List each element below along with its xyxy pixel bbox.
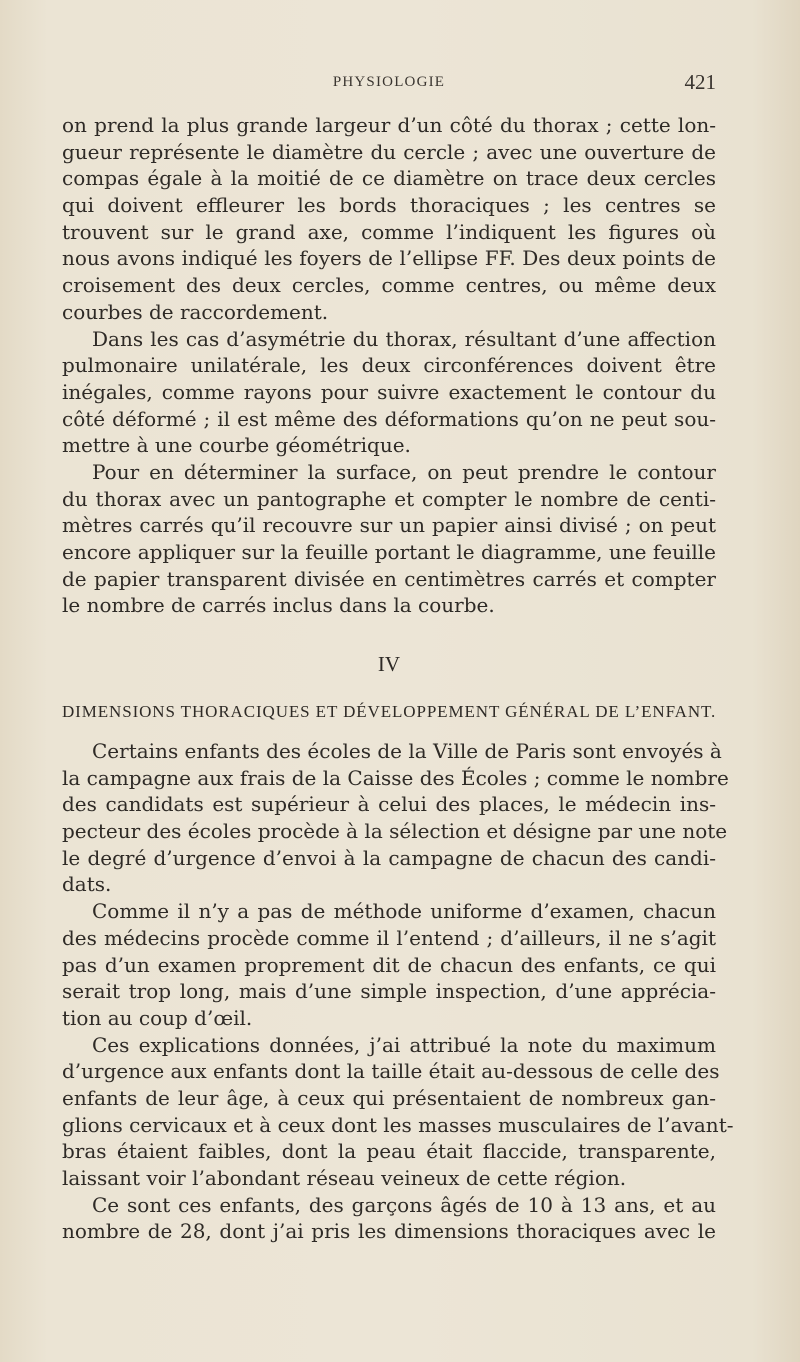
text-line: Ce sont ces enfants, des garçons âgés de 10 à 13 ans, et au — [92, 1192, 716, 1217]
text-block-after-section — [62, 738, 734, 1245]
text-line: des candidats est supérieur à celui des places, le médecin ins- — [62, 792, 716, 817]
paragraph — [62, 1192, 716, 1245]
text-line: dats. — [62, 872, 112, 897]
text-line: bras étaient faibles, dont la peau était flaccide, transparente, — [62, 1139, 716, 1164]
text-line: côté déformé ; il est même des déformations qu’on ne peut sou- — [62, 406, 716, 431]
text-line: la campagne aux frais de la Caisse des Écoles ; comme le nombre — [62, 765, 729, 790]
text-line: Comme il n’y a pas de méthode uniforme d’examen, chacun — [92, 899, 716, 924]
paragraph — [62, 112, 716, 326]
text-line: glions cervicaux et à ceux dont les masses musculaires de l’avant- — [62, 1112, 734, 1137]
text-line: le degré d’urgence d’envoi à la campagne de chacun des candi- — [62, 845, 716, 870]
text-line: mettre à une courbe géométrique. — [62, 433, 411, 458]
page-number: 421 — [684, 70, 716, 94]
paragraph — [62, 459, 716, 619]
paragraph — [62, 1032, 734, 1192]
text-line: trouvent sur le grand axe, comme l’indiquent les figures où — [62, 219, 716, 244]
text-line: compas égale à la moitié de ce diamètre on trace deux cercles — [62, 166, 716, 191]
section-title: DIMENSIONS THORACIQUES ET DÉVELOPPEMENT GÉNÉRAL DE L’ENFANT. — [62, 702, 717, 721]
section-number: IV — [377, 652, 401, 676]
running-header — [62, 66, 716, 96]
paragraph — [62, 898, 716, 1031]
text-line: pecteur des écoles procède à la sélection et désigne par une note — [62, 819, 728, 844]
text-block-before-section — [62, 112, 716, 619]
text-line: Pour en déterminer la surface, on peut prendre le contour — [92, 459, 716, 484]
paragraph — [62, 738, 729, 898]
text-line: qui doivent effleurer les bords thoraciques ; les centres se — [62, 193, 716, 218]
text-line: encore appliquer sur la feuille portant le diagramme, une feuille — [62, 540, 716, 564]
text-line: gueur représente le diamètre du cercle ; avec une ouverture de — [62, 139, 716, 164]
text-line: des médecins procède comme il l’entend ; d’ailleurs, il ne s’agit — [62, 925, 716, 950]
text-line: on prend la plus grande largeur d’un côté du thorax ; cette lon- — [62, 113, 716, 137]
text-line: de papier transparent divisée en centimètres carrés et compter — [62, 566, 716, 591]
text-line: inégales, comme rayons pour suivre exactement le contour du — [62, 379, 716, 404]
text-line: le nombre de carrés inclus dans la courbe. — [62, 593, 495, 618]
text-line: Ces explications données, j’ai attribué la note du maximum — [92, 1032, 716, 1057]
text-line: serait trop long, mais d’une simple inspection, d’une apprécia- — [62, 979, 716, 1004]
text-line: du thorax avec un pantographe et compter le nombre de centi- — [62, 486, 716, 511]
text-line: pas d’un examen proprement dit de chacun des enfants, ce qui — [62, 952, 716, 977]
text-line: d’urgence aux enfants dont la taille était au-dessous de celle des — [62, 1059, 720, 1084]
text-line: laissant voir l’abondant réseau veineux de cette région. — [62, 1166, 627, 1190]
text-line: tion au coup d’œil. — [62, 1005, 253, 1030]
text-line: croisement des deux cercles, comme centres, ou même deux — [62, 273, 716, 298]
text-line: mètres carrés qu’il recouvre sur un papier ainsi divisé ; on peut — [62, 513, 716, 538]
text-line: enfants de leur âge, à ceux qui présentaient de nombreux gan- — [62, 1085, 716, 1110]
text-line: Certains enfants des écoles de la Ville de Paris sont envoyés à — [92, 739, 722, 763]
text-line: pulmonaire unilatérale, les deux circonférences doivent être — [62, 353, 716, 378]
running-title: PHYSIOLOGIE — [332, 74, 446, 90]
text-line: nombre de 28, dont j’ai pris les dimensions thoraciques avec le — [62, 1219, 716, 1244]
text-line: Dans les cas d’asymétrie du thorax, résultant d’une affection — [92, 326, 716, 351]
text-line: nous avons indiqué les foyers de l’ellipse FF. Des deux points de — [62, 246, 716, 271]
paragraph — [62, 326, 716, 459]
text-line: courbes de raccordement. — [62, 299, 329, 324]
